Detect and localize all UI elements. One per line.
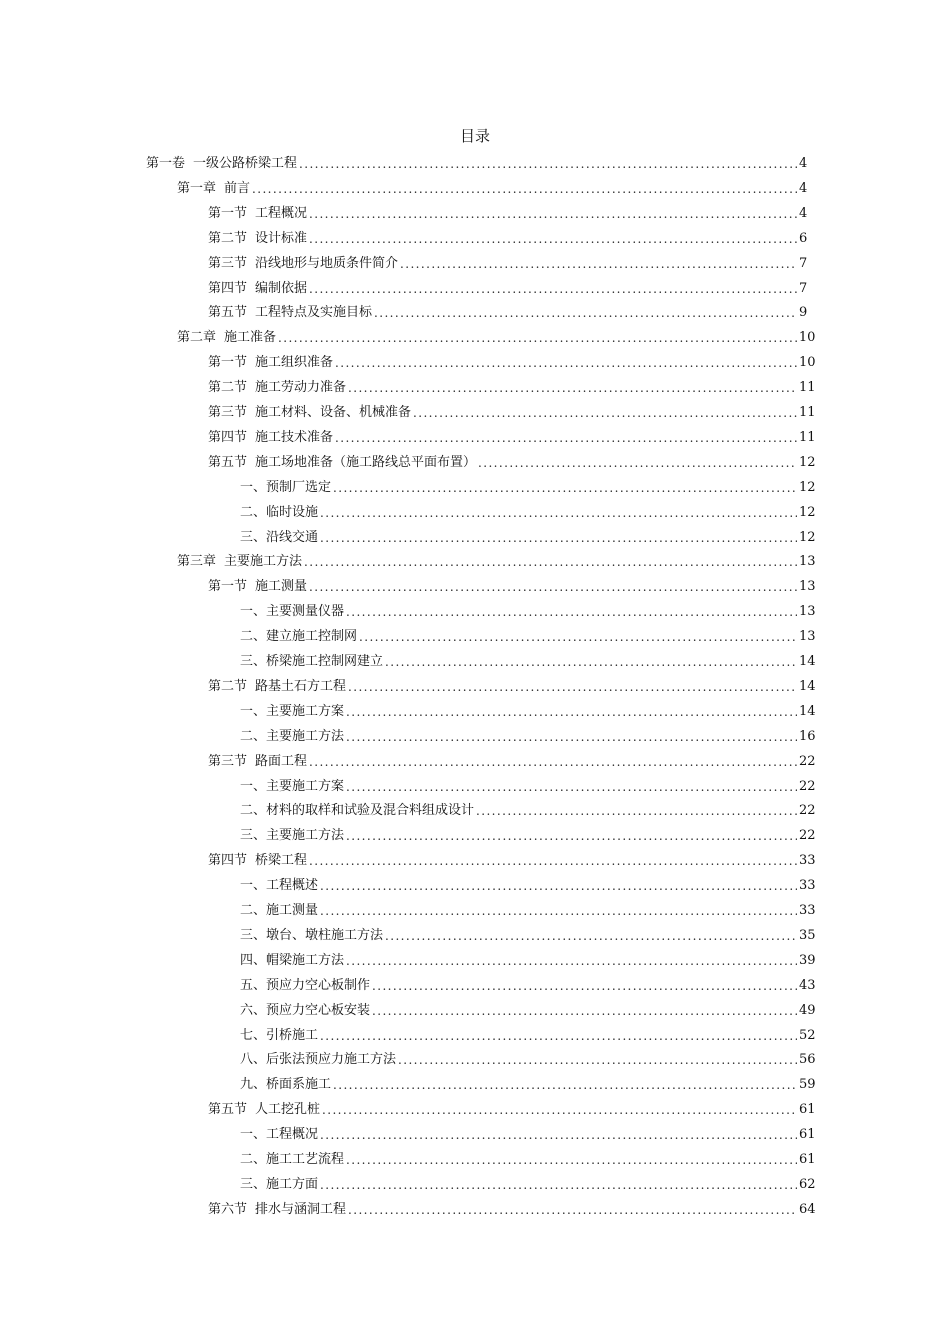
toc-entry[interactable] [208, 224, 807, 248]
toc-page-number: 33 [799, 878, 816, 894]
toc-entry-number: 三、 [240, 927, 267, 943]
toc-entry-number: 八、 [240, 1052, 267, 1068]
toc-entry-title: 设计标准 [255, 230, 308, 246]
toc-dot-leader [348, 678, 797, 696]
toc-dot-leader [322, 1101, 797, 1119]
toc-entry-title: 临时设施 [266, 504, 319, 520]
toc-entry-number: 第一卷 [146, 156, 186, 171]
toc-entry[interactable] [177, 547, 816, 571]
toc-entry-title: 预应力空心板安装 [266, 1002, 371, 1018]
toc-entry[interactable] [240, 1145, 816, 1169]
toc-entry-title: 主要施工方案 [266, 778, 345, 794]
toc-entry-number: 二、 [240, 803, 267, 819]
toc-entry[interactable] [208, 572, 816, 596]
toc-page-number: 11 [799, 429, 816, 445]
toc-dot-leader [252, 180, 797, 198]
toc-dot-leader [320, 1176, 797, 1194]
toc-entry[interactable] [177, 323, 816, 347]
toc-entry[interactable] [208, 1095, 816, 1119]
toc-entry-title: 桥梁施工控制网建立 [266, 654, 384, 669]
toc-page-number: 4 [799, 180, 808, 196]
toc-page-number: 64 [799, 1201, 816, 1217]
toc-entry-number: 七、 [240, 1027, 267, 1043]
toc-dot-leader [346, 952, 797, 970]
toc-entry-number: 一、 [240, 1127, 267, 1143]
toc-page-number: 35 [799, 927, 816, 943]
toc-page-number: 61 [799, 1127, 816, 1143]
toc-entry-number: 第五节 [208, 454, 248, 470]
toc-entry[interactable] [208, 1195, 816, 1219]
toc-page-number: 22 [799, 803, 816, 819]
toc-entry-title: 施工准备 [224, 330, 277, 346]
toc-page-number: 49 [799, 1002, 816, 1018]
toc-entry-number: 第一节 [208, 205, 248, 221]
toc-entry-title: 前言 [224, 180, 251, 196]
toc-entry-title: 人工挖孔桩 [255, 1102, 321, 1118]
toc-entry-number: 第二节 [208, 230, 248, 246]
toc-page-number: 11 [799, 380, 816, 396]
toc-entry-number: 第四节 [208, 429, 248, 445]
toc-entry-title: 施工方面 [266, 1176, 319, 1192]
toc-entry[interactable] [208, 423, 816, 447]
toc-dot-leader [346, 728, 797, 746]
toc-entry-title: 施工劳动力准备 [255, 380, 347, 396]
toc-page-number: 7 [799, 255, 808, 271]
toc-entry-number: 一、 [240, 878, 267, 894]
toc-page-number: 4 [799, 205, 808, 221]
toc-entry-number: 第五节 [208, 305, 248, 321]
toc-entry[interactable] [240, 697, 816, 721]
toc-dot-leader [320, 877, 797, 895]
toc-page-number: 12 [799, 504, 816, 520]
toc-entry[interactable] [240, 1070, 816, 1094]
toc-dot-leader [346, 1151, 797, 1169]
toc-entry-title: 主要施工方法 [266, 728, 345, 744]
toc-dot-leader [348, 1201, 797, 1219]
toc-page-number: 22 [799, 753, 816, 769]
toc-page-number: 33 [799, 903, 816, 918]
toc-entry-number: 二、 [240, 629, 267, 645]
toc-entry[interactable] [240, 622, 816, 646]
toc-page-number: 62 [799, 1176, 816, 1192]
toc-entry-title: 路面工程 [255, 753, 308, 769]
toc-dot-leader [385, 927, 797, 945]
toc-entry-number: 三、 [240, 828, 267, 844]
toc-entry-title: 一级公路桥梁工程 [193, 156, 298, 171]
toc-entry[interactable] [208, 199, 807, 223]
toc-page-number: 52 [799, 1027, 816, 1043]
toc-page-number: 43 [799, 977, 816, 993]
toc-entry[interactable] [240, 921, 816, 945]
toc-entry-title: 主要施工方法 [266, 828, 345, 844]
toc-entry-number: 三、 [240, 1176, 267, 1192]
toc-entry-title: 工程概述 [266, 878, 319, 894]
toc-entry-title: 施工组织准备 [255, 355, 334, 371]
toc-dot-leader [309, 280, 797, 298]
toc-entry-number: 一、 [240, 703, 267, 719]
toc-page-number: 56 [799, 1052, 816, 1068]
toc-entry[interactable] [240, 821, 816, 845]
toc-entry-title: 路基土石方工程 [255, 678, 347, 694]
toc-page-number: 9 [799, 305, 808, 321]
toc-entry-number: 第四节 [208, 853, 248, 869]
toc-entry[interactable] [240, 1021, 816, 1045]
toc-dot-leader [372, 977, 797, 995]
toc-entry-number: 第一节 [208, 355, 248, 371]
toc-dot-leader [398, 1051, 797, 1069]
toc-dot-leader [333, 1076, 797, 1094]
toc-entry-number: 第六节 [208, 1201, 248, 1217]
toc-entry-number: 九、 [240, 1077, 267, 1093]
toc-entry[interactable] [240, 597, 816, 621]
toc-entry-title: 施工测量 [255, 579, 308, 595]
toc-dot-leader [320, 529, 797, 547]
toc-entry[interactable] [240, 473, 816, 497]
toc-entry-number: 一、 [240, 778, 267, 794]
toc-entry[interactable] [240, 971, 816, 995]
toc-entry[interactable] [208, 448, 816, 472]
toc-page-number: 12 [799, 529, 816, 545]
toc-entry[interactable] [240, 647, 816, 671]
toc-entry[interactable] [177, 174, 807, 198]
toc-page-number: 13 [799, 554, 816, 570]
toc-page-number: 12 [799, 454, 816, 470]
toc-entry-number: 三、 [240, 654, 267, 669]
toc-dot-leader [320, 1027, 797, 1045]
toc-entry[interactable] [240, 896, 816, 920]
toc-title: 目录 [459, 127, 490, 145]
toc-page-number: 13 [799, 629, 816, 645]
toc-page-number: 59 [799, 1077, 816, 1093]
toc-entry[interactable] [208, 398, 816, 422]
toc-entry-number: 一、 [240, 604, 267, 620]
toc-page-number: 33 [799, 853, 816, 869]
toc-entry[interactable] [240, 1170, 816, 1194]
toc-entry[interactable] [208, 348, 816, 372]
toc-page-number: 14 [799, 703, 816, 719]
toc-page-number: 61 [799, 1102, 816, 1118]
toc-entry-title: 墩台、墩柱施工方法 [266, 927, 384, 943]
toc-dot-leader [346, 603, 797, 621]
toc-entry-title: 工程概况 [255, 205, 308, 221]
toc-page-number: 22 [799, 828, 816, 844]
toc-dot-leader [304, 553, 797, 571]
toc-entry-title: 桥梁工程 [255, 853, 308, 869]
toc-page-number: 39 [799, 952, 816, 968]
toc-dot-leader [333, 479, 797, 497]
toc-page-number: 13 [799, 604, 816, 620]
toc-dot-leader [335, 429, 797, 447]
toc-entry[interactable] [240, 796, 816, 820]
toc-dot-leader [346, 778, 797, 796]
toc-page-number: 7 [799, 280, 808, 296]
toc-entry-title: 建立施工控制网 [266, 629, 358, 645]
toc-entry-title: 编制依据 [255, 280, 308, 296]
toc-entry-number: 第二章 [177, 330, 217, 346]
toc-page-number: 13 [799, 579, 816, 595]
toc-entry[interactable] [240, 498, 816, 522]
toc-dot-leader [400, 255, 797, 273]
toc-page-number: 14 [799, 654, 816, 669]
toc-entry-title: 主要施工方法 [224, 554, 303, 570]
toc-entry-number: 二、 [240, 728, 267, 744]
toc-dot-leader [372, 1002, 797, 1020]
toc-dot-leader [299, 155, 797, 173]
toc-dot-leader [478, 454, 797, 472]
toc-page-number: 6 [799, 230, 808, 246]
toc-entry-number: 第三章 [177, 554, 217, 570]
toc-dot-leader [320, 902, 797, 920]
toc-page-number: 10 [798, 330, 816, 346]
toc-entry-number: 第二节 [208, 678, 248, 694]
toc-entry-title: 施工测量 [266, 903, 319, 918]
toc-dot-leader [374, 304, 797, 322]
toc-entry-title: 施工工艺流程 [266, 1152, 345, 1167]
toc-dot-leader [385, 653, 797, 671]
toc-dot-leader [309, 753, 797, 771]
toc-entry-number: 五、 [240, 977, 267, 993]
toc-dot-leader [413, 404, 797, 422]
toc-entry-number: 第四节 [208, 280, 248, 296]
toc-entry-number: 第三节 [208, 255, 248, 271]
toc-entry[interactable] [240, 722, 816, 746]
toc-entry-number: 第五节 [208, 1102, 248, 1118]
toc-dot-leader [309, 230, 797, 248]
toc-entry-number: 第一章 [177, 180, 217, 196]
toc-dot-leader [359, 628, 797, 646]
toc-entry[interactable] [240, 996, 816, 1020]
toc-dot-leader [348, 379, 797, 397]
toc-entry[interactable] [208, 846, 816, 870]
toc-entry-title: 工程概况 [266, 1127, 319, 1143]
toc-entry-number: 二、 [240, 1152, 267, 1167]
toc-entry[interactable] [240, 1045, 816, 1069]
toc-dot-leader [320, 1126, 797, 1144]
toc-page-number: 16 [799, 728, 816, 744]
toc-entry-title: 预制厂选定 [266, 479, 332, 495]
toc-entry-title: 施工材料、设备、机械准备 [255, 405, 412, 420]
toc-dot-leader [346, 703, 797, 721]
toc-dot-leader [309, 205, 797, 223]
toc-dot-leader [346, 827, 797, 845]
toc-entry[interactable] [240, 871, 816, 895]
toc-entry-title: 后张法预应力施工方法 [266, 1052, 397, 1068]
toc-page-number: 4 [799, 156, 808, 171]
toc-entry-number: 四、 [240, 952, 267, 968]
toc-entry-number: 六、 [240, 1002, 267, 1018]
toc-entry-number: 第三节 [208, 405, 248, 420]
toc-entry-title: 主要施工方案 [266, 703, 345, 719]
toc-dot-leader [335, 354, 797, 372]
toc-entry[interactable] [240, 523, 816, 547]
toc-entry-title: 施工技术准备 [255, 429, 334, 445]
toc-entry[interactable] [208, 274, 807, 298]
toc-page-number: 61 [799, 1152, 816, 1167]
toc-entry-number: 二、 [240, 903, 267, 918]
toc-page-number: 12 [799, 479, 816, 495]
toc-entry-title: 工程特点及实施目标 [255, 305, 373, 321]
toc-entry[interactable] [146, 149, 807, 173]
toc-entry-number: 三、 [240, 529, 267, 545]
toc-page-number: 11 [799, 405, 816, 420]
toc-entry-title: 主要测量仪器 [266, 604, 345, 620]
toc-entry-title: 施工场地准备（施工路线总平面布置） [255, 454, 477, 470]
toc-entry[interactable] [208, 373, 816, 397]
toc-page-number: 10 [799, 355, 816, 371]
toc-entry-number: 第三节 [208, 753, 248, 769]
toc-entry[interactable] [240, 772, 816, 796]
toc-entry-title: 预应力空心板制作 [266, 977, 371, 993]
toc-page-number: 22 [799, 778, 816, 794]
toc-entry-title: 沿线地形与地质条件简介 [255, 255, 399, 271]
toc-entry[interactable] [208, 249, 807, 273]
toc-entry-number: 一、 [240, 479, 267, 495]
toc-entry-number: 二、 [240, 504, 267, 520]
toc-entry-title: 桥面系施工 [266, 1077, 332, 1093]
toc-entry[interactable] [240, 1120, 816, 1144]
toc-entry-title: 帽梁施工方法 [266, 952, 345, 968]
toc-entry-title: 引桥施工 [266, 1027, 319, 1043]
toc-entry[interactable] [208, 672, 816, 696]
toc-entry[interactable] [208, 298, 807, 322]
toc-entry-number: 第二节 [208, 380, 248, 396]
toc-entry-title: 排水与涵洞工程 [255, 1201, 347, 1217]
toc-dot-leader [320, 504, 797, 522]
toc-dot-leader [476, 802, 797, 820]
toc-entry[interactable] [208, 747, 816, 771]
toc-entry-number: 第一节 [208, 579, 248, 595]
toc-entry-title: 材料的取样和试验及混合料组成设计 [266, 803, 475, 819]
toc-dot-leader [309, 578, 797, 596]
toc-dot-leader [278, 329, 797, 347]
toc-entry[interactable] [240, 946, 816, 970]
toc-page-number: 14 [799, 678, 816, 694]
toc-dot-leader [309, 852, 797, 870]
toc-entry-title: 沿线交通 [266, 529, 319, 545]
